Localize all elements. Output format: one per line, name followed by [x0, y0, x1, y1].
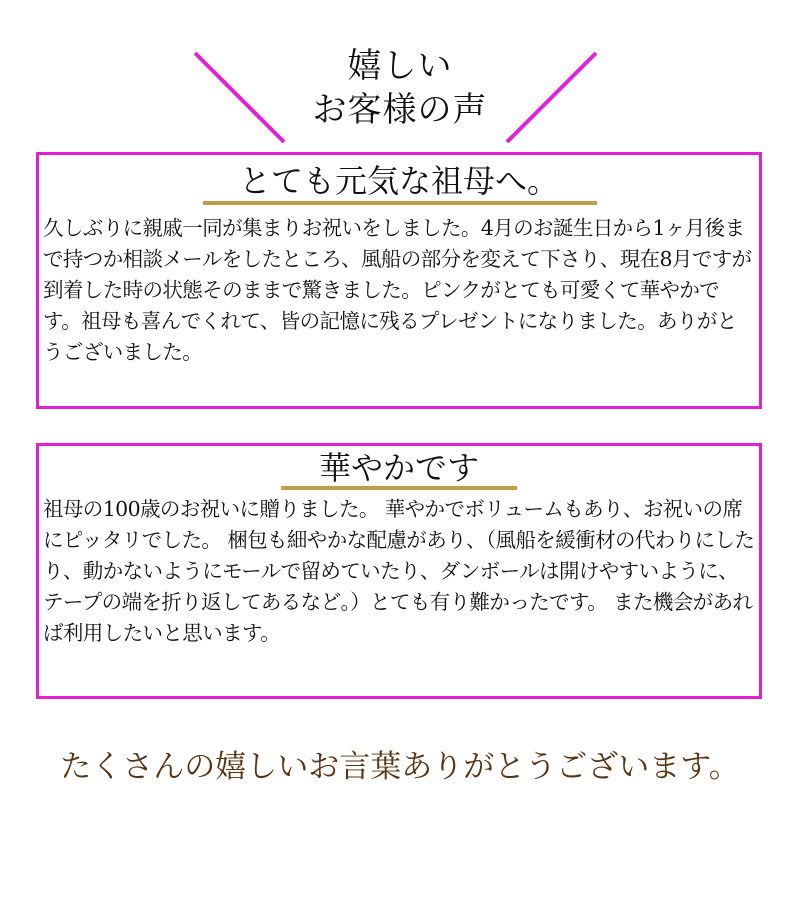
- review-title-underline: [203, 201, 597, 205]
- heading-line-1: 嬉しい: [347, 46, 453, 86]
- review-title: 華やかです: [318, 449, 479, 487]
- review-card-1: [36, 152, 762, 409]
- closing-message: たくさんの嬉しいお言葉ありがとうございます。: [60, 749, 740, 785]
- review-body: 久しぶりに親戚一同が集まりお祝いをしました。4月のお誕生日から1ヶ月後まで持つか相談メールをしたところ、風船の部分を変えて下さり、現在8月ですが到着した時の状態そのままで驚きました。ピンクがとても可愛くて華やかです。祖母も喜んでくれて、皆の記憶に残るプレゼントになりました。ありがとうございました。: [43, 216, 752, 364]
- review-body: 祖母の100歳のお祝いに贈りました。 華やかでボリュームもあり、お祝いの席にピッタリでした。 梱包も細やかな配慮があり、（風船を緩衝材の代わりにしたり、動かないようにモールで留めていたり、ダンボールは開けやすいように、テープの端を折り返してあるなど。）とても有り難かったです。 また機会があれば利用したいと思います。: [43, 497, 755, 645]
- review-card-2: [36, 443, 762, 699]
- page-heading: [0, 44, 800, 132]
- review-title: とても元気な祖母へ。: [238, 162, 559, 200]
- heading-line-2: お客様の声: [312, 90, 488, 130]
